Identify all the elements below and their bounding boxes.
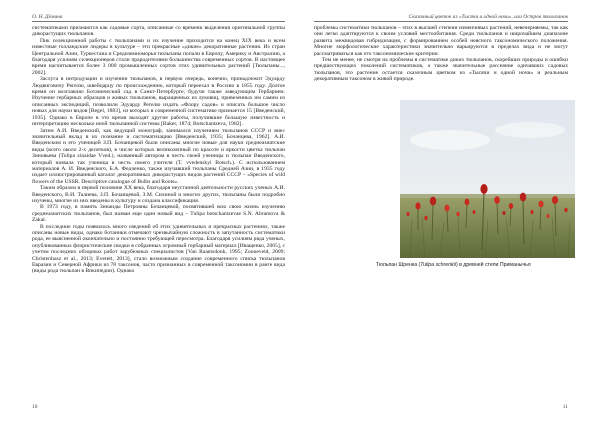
paragraph: В последние годы появилось много сведений об этих удивительных и прекрасных растениях, также описаны новые виды, однако ботаники отмечают чрезвычайную сложность в запутанность систематики рода, ее выясненной окончательно и постоянно требующей пересмотра. Благодаря усилиям ряда ученых, опубликованных флористические сводки в собранных огромный гербарный материал [Иващенко, 2005], с учетом последних обзорных работ зарубежных специалистов [Van Raamsdonk, 1995; Zonneveld, 2009; Christenhusz et al., 2013; Everett, 2013], стало возможным создание современного списка тюльпанов Евразии и Северной Африки из 78 таксонов, часто признанных в современной таксономии в ранге вида (виды рода тюльпан в Википедии). Однако [32, 223, 285, 275]
paragraph: Заслуга в интродукции и изучении тюльпанов, в первую очередь, конечно, принадлежит Эдуарду Людвиговичу Регелю, швейцарцу по происхождению, который переехал в Россию в 1855 году. Долгое время он возглавлял Ботанический сад в Санкт-Петербурге, будучи также заведующим Гербарием. Изучение гербарных образцов и живых тюльпанов, выращенных из луковиц, привезенных им самим из описанных экспедиций, позволили Эдуарду Регелю издать «Флору садов» и описать большое число новых для науки видов [Regel, 1883], из которых в современной систематике признается 15 [Введенский, 1935]. Однако в Европе в это время выходят другие работы, получившие большую известность и интерпретацию несколько иной тюльпанной системы [Baker, 1874; Botschantzeva, 1982]. [32, 76, 285, 128]
right-body-text [314, 25, 568, 83]
paragraph: Таким образом в первой половине XX века, благодаря неустанной деятельности русских ученых А.И. Введенского, В.И. Талиева, З.П. Бочанцевой, З.М. Силиной и многих других, тюльпаны были подробно изучены, многие из них введены в культуру и создана классификация. [32, 185, 285, 204]
right-running-header: Сказочный цветок из «Тысячи и одной ночи», или Остров тюльпанов [408, 14, 568, 20]
paragraph: Тем не менее, не смотря на проблемы в систематике диких тюльпанов, скорейших природы и ошибки предшествующих поколений систематиков, а также значительные рассеяние одичавших садовых тюльпанов, это растение остается сказочным цветком из «Тысячи и одной ночи» и реальным декоративным таксоном в живой природе. [314, 57, 568, 83]
paragraph: Затем А.И. Введенский, как ведущий монограф, занимался изучением тюльпанов СССР и внес значительный вклад в их познание и систематизацию [Введенский, 1935; Бочанцева, 1962]. А.И. Введенским и его ученицей З.П. Бочанцевой были описаны многие новые для науки среднеазиатские виды (всего около 2-х десятков), в числе которых великолепный по красоте и яркости цветка тюльпан Зиновьева (Tulipa zinaidae Vved.), названный автором в честь своей ученицы и тюльпан Введенского, который назвала так ученица в честь своего учителя (T. vvedenskyi Botsch.). С использованием материалов А. И. Введенского, Б.А. Федченко, также изучавший тюльпаны Средней Азии, в 1935 году издает иллюстрированный каталог декоративных дикорастущих видов растений СССР – «Species of wild flowers of the USSR. Descriptive catalogue of Bulbs and Roots». [32, 127, 285, 185]
left-running-header: О. Н. Дёмина [32, 14, 63, 20]
paragraph: систематиками признаются как садовые сорта, описанные со времени выделения оригинальной группы дикорастущих тюльпанов. [32, 25, 285, 38]
right-page [300, 0, 600, 424]
left-body-text [32, 25, 285, 275]
caption-latin-name: Tulipa schrenkii [420, 262, 456, 268]
caption-text: Тюльпан Шренка ( [376, 262, 421, 268]
paragraph: В 1973 году, в память Зинаиды Петровны Бочанцевой, посвятившей всю свою жизнь изучению среднеазиатских тюльпанов, был назван еще один новый вид – Tulipa botschantzevae S.N. Abramova & Zakal. [32, 204, 285, 224]
right-page-number: 11 [562, 404, 568, 410]
caption-text-rest: ) в древней степи Приманычья [455, 262, 531, 268]
tulip-photo-image [400, 100, 575, 258]
tulip-steppe-photo [400, 100, 575, 258]
paragraph: Пик селекционной работы с тюльпанами и их изучение приходится на конец XIX века и всем известные голландские лидеры в культуре – эти прекрасные «дикие» декоративные растения. Из стран Центральной Азии, Туркестана и Средиземноморья тюльпаны попали в Европу, Америку и Австралию, а благодаря усилиям селекционеров стали прародителями большинства современных сортов. В настоящее время насчитывается более 3 000 промышленных сортов этих удивительных растений [Тюльпаны..., 2002]. [32, 37, 285, 76]
figure-caption [376, 262, 576, 268]
right-header-rule [314, 21, 568, 22]
left-header-rule [32, 21, 285, 22]
left-page-number: 10 [32, 404, 38, 410]
paragraph: проблемы систематики тюльпанов – этих в высшей степени изменчивых растений, невечерняемы, так как они легко адаптируются к своим условий местообитания. Среди тюльпанов и широчайшем диапазоне развита межвидовая гибридизация, с формированием особей неясного таксономического положения. Многие морфологические характеристики значительно варьируются в пределах вида и не могут рассматриваться как его таксономические критерии. [314, 25, 568, 57]
